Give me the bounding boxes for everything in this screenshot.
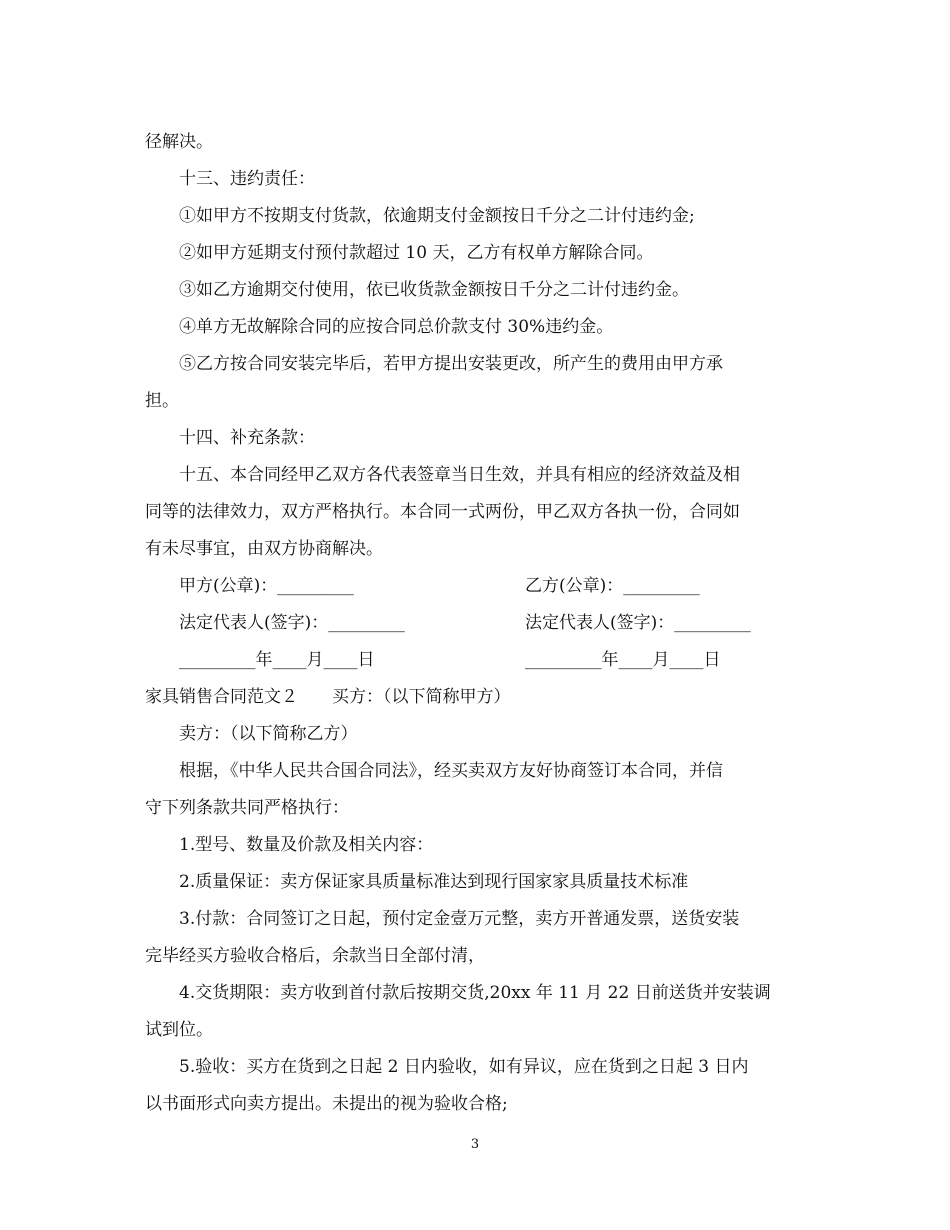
party-b-date: _________年____月____日 — [525, 650, 721, 670]
text-line: ①如甲方不按期支付货款，依逾期支付金额按日千分之二计付违约金; — [179, 206, 695, 226]
clause-5: 5.验收：买方在货到之日起 2 日内验收，如有异议，应在货到之日起 3 日内 — [179, 1057, 749, 1077]
text-line: 守下列条款共同严格执行： — [145, 798, 349, 818]
document-title-line: 家具销售合同范文２ 买方：（以下简称甲方） — [145, 687, 511, 707]
signature-row-date — [145, 642, 817, 679]
party-b-representative: 法定代表人(签字)：_________ — [525, 613, 751, 633]
text-line: 完毕经买方验收合格后，余款当日全部付清， — [145, 946, 485, 966]
party-a-seal: 甲方(公章)：_________ — [179, 576, 354, 596]
clause-4: 4.交货期限：卖方收到首付款后按期交货,20xx 年 11 月 22 日前送货并安装调 — [179, 983, 771, 1003]
text-line: ④单方无故解除合同的应按合同总价款支付 30%违约金。 — [179, 317, 614, 337]
party-a-date: _________年____月____日 — [179, 650, 375, 670]
text-line: 试到位。 — [145, 1020, 213, 1040]
page-number: 3 — [470, 1137, 480, 1152]
party-a-representative: 法定代表人(签字)：_________ — [179, 613, 405, 633]
text-line: 以书面形式向卖方提出。未提出的视为验收合格; — [145, 1094, 508, 1114]
text-line: 根据，《中华人民共合国合同法》，经买卖双方友好协商签订本合同，并信 — [179, 761, 723, 781]
party-b-seal: 乙方(公章)：_________ — [525, 576, 700, 596]
clause-2: 2.质量保证：卖方保证家具质量标准达到现行国家家具质量技术标准 — [179, 872, 689, 892]
text-line: 径解决。 — [145, 132, 213, 152]
section-heading-14: 十四、补充条款： — [179, 428, 315, 448]
text-line: 有未尽事宜，由双方协商解决。 — [145, 539, 383, 559]
text-line: ②如甲方延期支付预付款超过 10 天，乙方有权单方解除合同。 — [179, 243, 654, 263]
section-heading-13: 十三、违约责任： — [179, 169, 315, 189]
clause-3: 3.付款：合同签订之日起，预付定金壹万元整，卖方开普通发票，送货安装 — [179, 909, 740, 929]
signature-row-seal — [145, 568, 817, 605]
signature-row-representative — [145, 605, 817, 642]
text-line: 卖方：（以下简称乙方） — [179, 724, 358, 744]
text-line: ⑤乙方按合同安装完毕后，若甲方提出安装更改，所产生的费用由甲方承 — [179, 354, 723, 374]
text-line: 担。 — [145, 391, 179, 411]
text-line: ③如乙方逾期交付使用，依已收货款金额按日千分之二计付违约金。 — [179, 280, 689, 300]
clause-1: 1.型号、数量及价款及相关内容： — [179, 835, 434, 855]
section-heading-15: 十五、本合同经甲乙双方各代表签章当日生效，并具有相应的经济效益及相 — [179, 465, 740, 485]
text-line: 同等的法律效力，双方严格执行。本合同一式两份，甲乙双方各执一份，合同如 — [145, 502, 740, 522]
document-body — [145, 124, 817, 1123]
